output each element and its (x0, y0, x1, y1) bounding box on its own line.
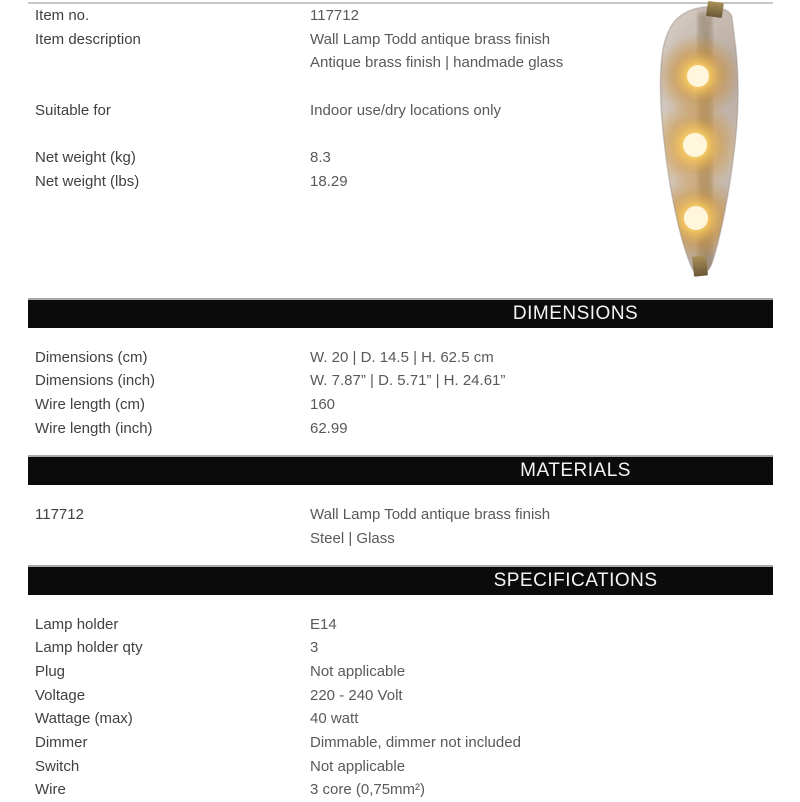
row-label: Switch (35, 757, 80, 775)
section-materials (28, 455, 773, 550)
row-value: Indoor use/dry locations only (310, 101, 501, 119)
row-value: 220 - 240 Volt (310, 686, 403, 704)
row-label: Wire length (inch) (35, 419, 153, 437)
spec-row (35, 613, 773, 637)
row-value: W. 7.87” | D. 5.71” | H. 24.61” (310, 372, 506, 390)
row-value: Wall Lamp Todd antique brass finish (310, 30, 551, 48)
row-label: Wire length (cm) (35, 395, 146, 413)
spec-row (35, 393, 773, 417)
lamp-brass-clip-top (706, 1, 724, 18)
specifications-table (28, 613, 773, 802)
materials-banner (28, 455, 773, 485)
row-label (35, 527, 310, 551)
spec-row (35, 778, 773, 802)
row-value: 160 (310, 395, 336, 413)
lamp-brass-clip-bottom (692, 255, 708, 276)
spec-row (35, 684, 773, 708)
lamp-glass-body (620, 0, 800, 290)
row-label: Wattage (max) (35, 710, 133, 728)
row-value: 3 core (0,75mm²) (310, 781, 426, 799)
row-value: 62.99 (310, 419, 348, 437)
materials-table (28, 503, 773, 550)
row-label: Plug (35, 663, 66, 680)
row-label (35, 122, 310, 146)
row-label: Item no. (35, 7, 90, 24)
row-label: Item description (35, 30, 141, 48)
row-label: Net weight (kg) (35, 149, 136, 167)
row-label: Lamp holder (35, 615, 119, 633)
row-value: 117712 (310, 7, 359, 24)
spec-row (35, 417, 773, 441)
row-label: Dimensions (cm) (35, 348, 148, 366)
specifications-banner-title: SPECIFICATIONS (493, 569, 658, 591)
row-value: Antique brass finish | handmade glass (310, 54, 564, 72)
dimensions-banner-title: DIMENSIONS (512, 302, 639, 324)
spec-row (35, 636, 773, 660)
spec-row (35, 755, 773, 779)
row-value: 40 watt (310, 710, 359, 728)
wall-lamp-illustration (620, 0, 800, 290)
row-value: 18.29 (310, 172, 348, 190)
row-label: Voltage (35, 686, 86, 704)
dimensions-table (28, 346, 773, 441)
section-dimensions (28, 298, 773, 441)
row-label: Suitable for (35, 101, 111, 119)
row-value: 3 (310, 639, 319, 657)
row-label: Lamp holder qty (35, 639, 143, 657)
row-label: 117712 (35, 506, 84, 524)
dimensions-banner (28, 298, 773, 328)
specifications-banner (28, 565, 773, 595)
row-value: W. 20 | D. 14.5 | H. 62.5 cm (310, 348, 494, 366)
row-value: Steel | Glass (310, 529, 395, 547)
spec-row (35, 503, 773, 527)
row-value: Dimmable, dimmer not included (310, 734, 521, 752)
product-photo (620, 0, 800, 290)
row-value: E14 (310, 615, 337, 633)
row-label: Wire (35, 781, 66, 799)
spec-row (35, 369, 773, 393)
row-label: Net weight (lbs) (35, 172, 140, 190)
section-specifications (28, 565, 773, 802)
spec-row (35, 527, 773, 551)
row-value: Not applicable (310, 757, 406, 775)
row-value: Wall Lamp Todd antique brass finish (310, 506, 551, 524)
spec-row (35, 707, 773, 731)
spec-row (35, 731, 773, 755)
row-label: Dimensions (inch) (35, 372, 156, 390)
row-label (35, 75, 310, 99)
row-label: Dimmer (35, 734, 88, 752)
row-value: 8.3 (310, 149, 331, 167)
spec-row (35, 660, 773, 684)
materials-banner-title: MATERIALS (520, 460, 631, 482)
row-value: Not applicable (310, 663, 406, 680)
row-label (35, 51, 310, 75)
spec-row (35, 346, 773, 370)
